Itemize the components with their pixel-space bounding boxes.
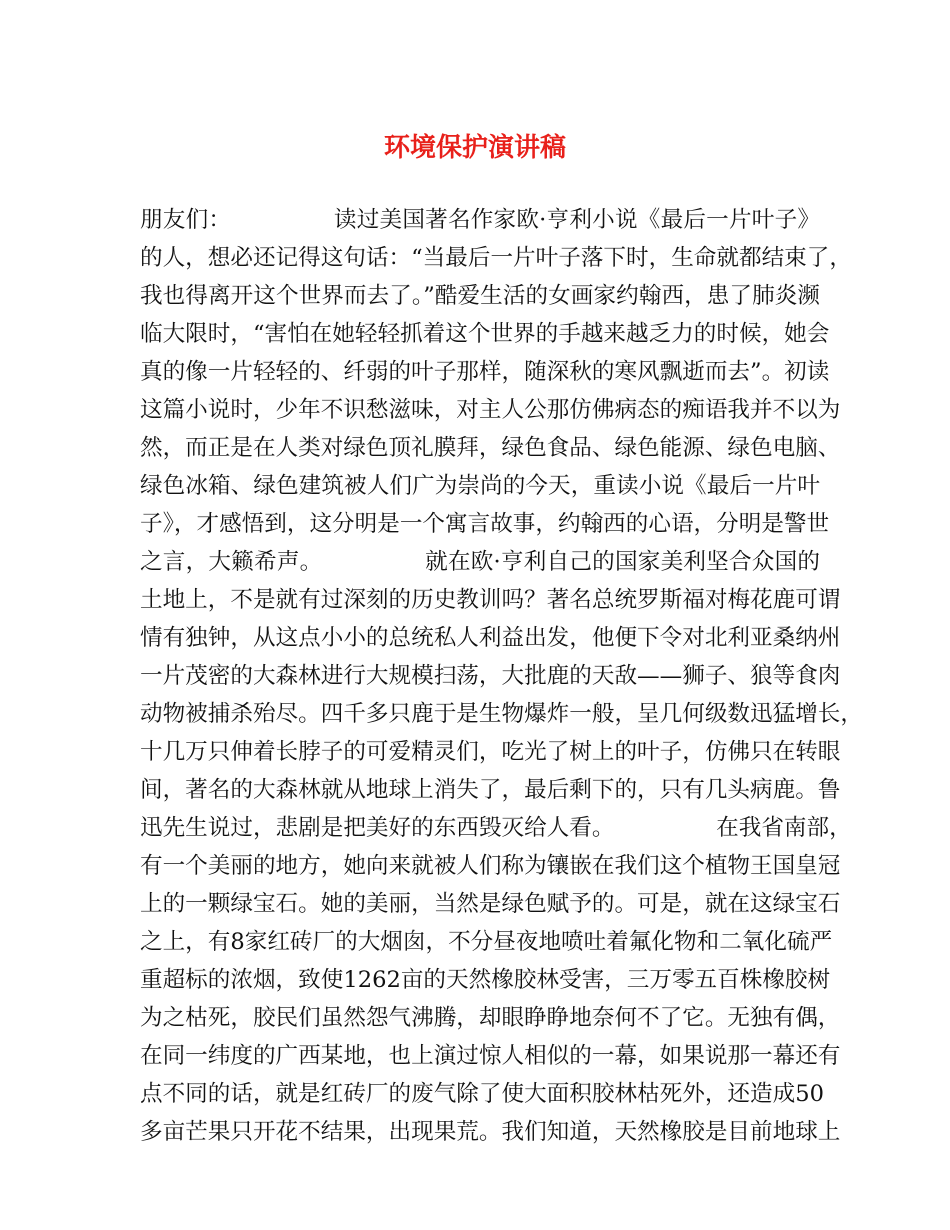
body-line: 绿色冰箱、绿色建筑被人们广为崇尚的今天，重读小说《最后一片叶 <box>140 473 820 499</box>
body-line: 有一个美丽的地方，她向来就被人们称为镶嵌在我们这个植物王国皇冠 <box>140 853 841 879</box>
body-line: 点不同的话，就是红砖厂的废气除了使大面积胶林枯死外，还造成50 <box>140 1081 824 1107</box>
body-line: 土地上，不是就有过深刻的历史教训吗？著名总统罗斯福对梅花鹿可谓 <box>140 587 841 613</box>
body-line: 真的像一片轻轻的、纤弱的叶子那样，随深秋的寒风飘逝而去”。初读 <box>140 359 830 385</box>
document-title: 环境保护演讲稿 <box>383 133 566 163</box>
body-line: 十几万只伸着长脖子的可爱精灵们，吃光了树上的叶子，仿佛只在转眼 <box>140 739 841 765</box>
body-line: 多亩芒果只开花不结果，出现果荒。我们知道，天然橡胶是目前地球上 <box>140 1119 841 1145</box>
body-line: 一片茂密的大森林进行大规模扫荡，大批鹿的天敌——狮子、狼等食肉 <box>140 663 841 689</box>
body-line: 朋友们： 读过美国著名作家欧·亨利小说《最后一片叶子》 <box>140 207 820 233</box>
body-line: 子》，才感悟到，这分明是一个寓言故事，约翰西的心语，分明是警世 <box>140 511 830 537</box>
body-line: 的人，想必还记得这句话：“当最后一片叶子落下时，生命就都结束了， <box>140 245 852 271</box>
body-line: 情有独钟，从这点小小的总统私人利益出发，他便下令对北利亚桑纳州 <box>140 625 841 651</box>
body-line: 之上，有8家红砖厂的大烟囱，不分昼夜地喷吐着氟化物和二氧化硫严 <box>140 929 833 955</box>
document-body <box>140 201 863 1151</box>
body-line: 为之枯死，胶民们虽然怨气沸腾，却眼睁睁地奈何不了它。无独有偶， <box>140 1005 841 1031</box>
body-line: 间，著名的大森林就从地球上消失了，最后剩下的，只有几头病鹿。鲁 <box>140 777 841 803</box>
body-line: 重超标的浓烟，致使1262亩的天然橡胶林受害，三万零五百株橡胶树 <box>140 967 831 993</box>
body-line: 我也得离开这个世界而去了。”酷爱生活的女画家约翰西，患了肺炎濒 <box>140 283 820 309</box>
body-line: 上的一颗绿宝石。她的美丽，当然是绿色赋予的。可是，就在这绿宝石 <box>140 891 841 917</box>
body-line: 临大限时，“害怕在她轻轻抓着这个世界的手越来越乏力的时候，她会 <box>140 321 830 347</box>
body-line: 在同一纬度的广西某地，也上演过惊人相似的一幕，如果说那一幕还有 <box>140 1043 841 1069</box>
body-line: 之言，大籁希声。 就在欧·亨利自己的国家美利坚合众国的 <box>140 549 820 575</box>
body-line: 然，而正是在人类对绿色顶礼膜拜，绿色食品、绿色能源、绿色电脑、 <box>140 435 841 461</box>
body-line: 迅先生说过，悲剧是把美好的东西毁灭给人看。 在我省南部， <box>140 815 852 841</box>
body-line: 这篇小说时，少年不识愁滋味，对主人公那仿佛病态的痴语我并不以为 <box>140 397 841 423</box>
body-line: 动物被捕杀殆尽。四千多只鹿于是生物爆炸一般，呈几何级数迅猛增长， <box>140 701 863 727</box>
